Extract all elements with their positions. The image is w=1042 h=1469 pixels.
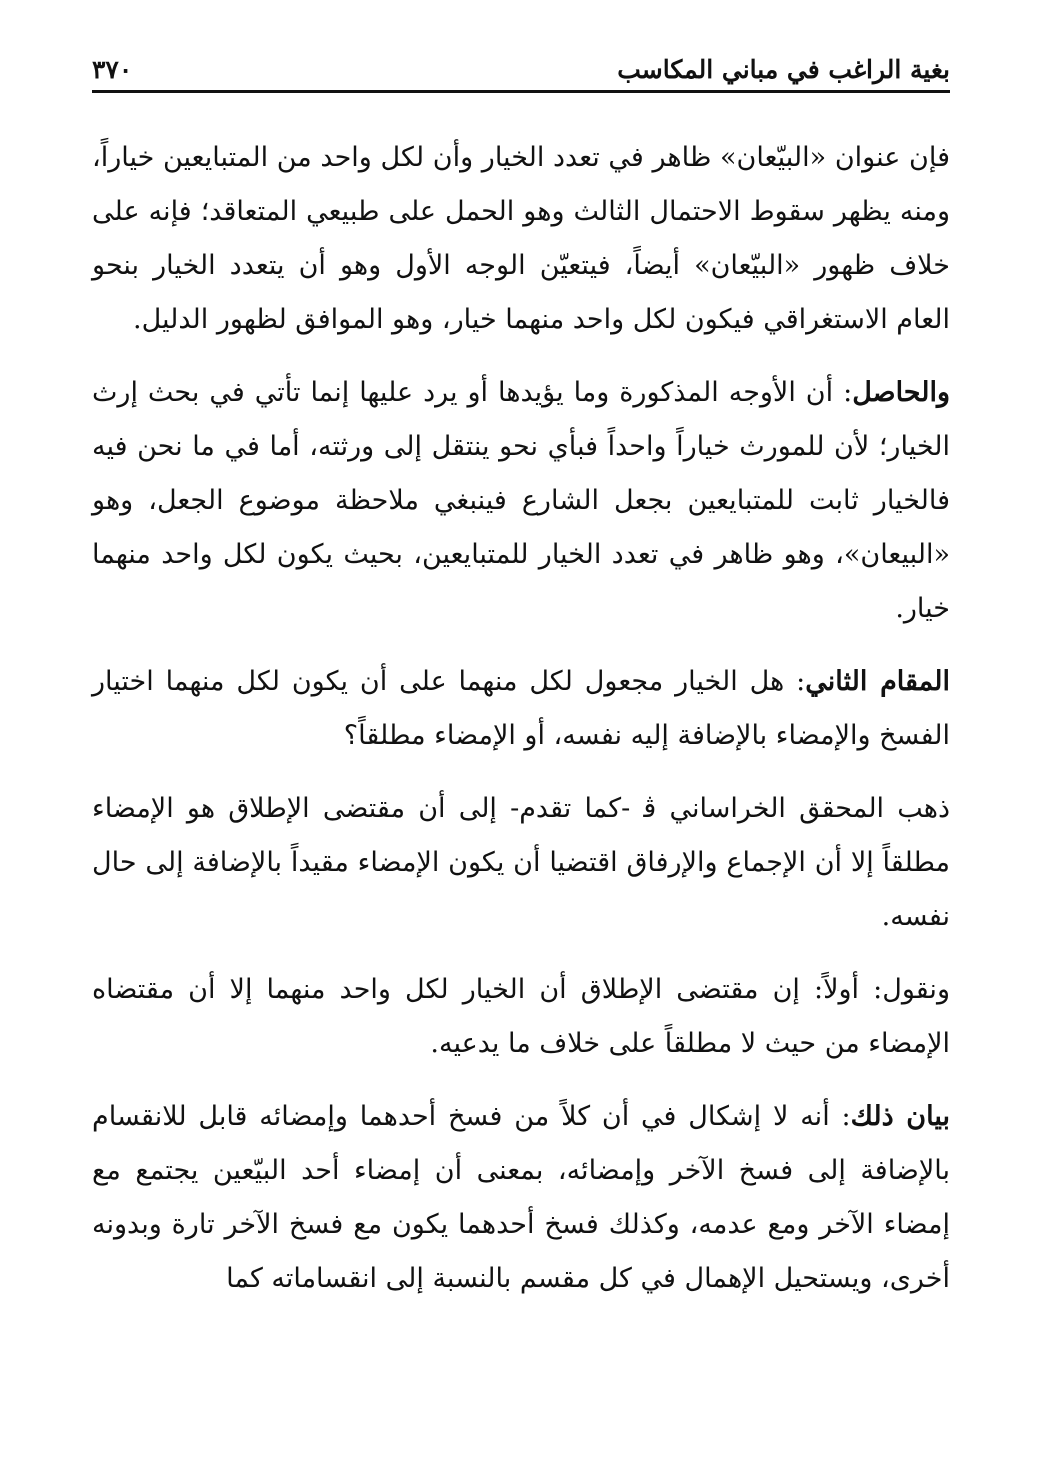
paragraph — [92, 782, 950, 944]
page-header — [92, 40, 950, 84]
page-number: ٣٧٠ — [92, 55, 133, 84]
paragraph-lead: بيان ذلك — [850, 1101, 950, 1132]
paragraph-text: ذهب المحقق الخراساني ﭬ -كما تقدم- إلى أن مقتضى الإطلاق هو الإمضاء مطلقاً إلا أن الإجماع والإرفاق اقتضيا أن يكون الإمضاء مقيداً بالإضافة إلى حال نفسه. — [92, 793, 950, 932]
paragraph-text: : أن الأوجه المذكورة وما يؤيدها أو يرد عليها إنما تأتي في بحث إرث الخيار؛ لأن للمورث خياراً واحداً فبأي نحو ينتقل إلى ورثته، أما في ما نحن فيه فالخيار ثابت للمتبايعين بجعل الشارع فينبغي ملاحظة موضوع الجعل، وهو «البيعان»، وهو ظاهر في تعدد الخيار للمتبايعين، بحيث يكون لكل واحد منهما خيار. — [92, 377, 950, 624]
page-body — [92, 131, 950, 1306]
paragraph-lead: المقام الثاني — [805, 666, 951, 697]
paragraph-text: ونقول: أولاً: إن مقتضى الإطلاق أن الخيار لكل واحد منهما إلا أن مقتضاه الإمضاء من حيث لا مطلقاً على خلاف ما يدعيه. — [92, 974, 950, 1059]
paragraph-text: فإن عنوان «البيّعان» ظاهر في تعدد الخيار وأن لكل واحد من المتبايعين خياراً، ومنه يظهر سقوط الاحتمال الثالث وهو الحمل على طبيعي المتعاقد؛ فإنه على خلاف ظهور «البيّعان» أيضاً، فيتعيّن الوجه الأول وهو أن يتعدد الخيار بنحو العام الاستغراقي فيكون لكل واحد منهما خيار، وهو الموافق لظهور الدليل. — [92, 142, 950, 335]
paragraph — [92, 963, 950, 1071]
paragraph-text: : هل الخيار مجعول لكل منهما على أن يكون لكل منهما اختيار الفسخ والإمضاء بالإضافة إليه نفسه، أو الإمضاء مطلقاً؟ — [92, 666, 950, 751]
book-title: بغية الراغب في مباني المكاسب — [617, 55, 950, 84]
paragraph — [92, 655, 950, 763]
paragraph — [92, 131, 950, 347]
paragraph — [92, 366, 950, 636]
header-divider — [92, 90, 950, 93]
paragraph — [92, 1090, 950, 1306]
book-page — [92, 40, 950, 1325]
paragraph-text: : أنه لا إشكال في أن كلاً من فسخ أحدهما وإمضائه قابل للانقسام بالإضافة إلى فسخ الآخر وإمضائه، بمعنى أن إمضاء أحد البيّعين يجتمع مع إمضاء الآخر ومع عدمه، وكذلك فسخ أحدهما يكون مع فسخ الآخر تارة وبدونه أخرى، ويستحيل الإهمال في كل مقسم بالنسبة إلى انقساماته كما — [92, 1101, 950, 1294]
paragraph-lead: والحاصل — [852, 377, 950, 408]
